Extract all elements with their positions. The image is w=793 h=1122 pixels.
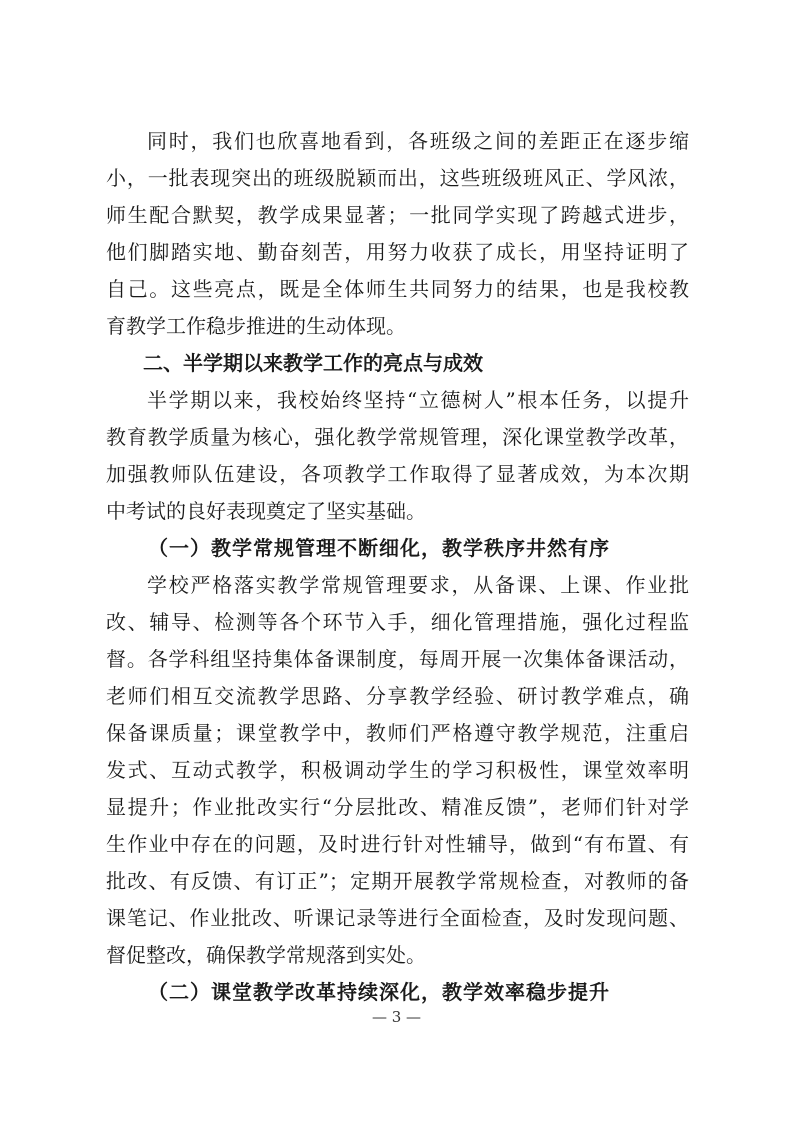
paragraph-line: 批改、有反馈、有订正”；定期开展教学常规检查，对教师的备 <box>106 869 689 893</box>
paragraph <box>106 123 689 345</box>
paragraph-line: 师生配合默契，教学成果显著；一批同学实现了跨越式进步， <box>106 203 689 227</box>
subsection-heading: （一）教学常规管理不断细化，教学秩序井然有序 <box>148 536 610 560</box>
paragraph-line: 育教学工作稳步推进的生动体现。 <box>106 314 406 338</box>
paragraph-line: 自己。这些亮点，既是全体师生共同努力的结果，也是我校教 <box>106 277 689 301</box>
paragraph <box>106 382 689 530</box>
paragraph-line: 发式、互动式教学，积极调动学生的学习积极性，课堂效率明 <box>106 758 689 782</box>
paragraph-line: 他们脚踏实地、勤奋刻苦，用努力收获了成长，用坚持证明了 <box>106 240 689 264</box>
paragraph-line: 加强教师队伍建设，各项教学工作取得了显著成效，为本次期 <box>106 462 689 486</box>
paragraph-line: 改、辅导、检测等各个环节入手，细化管理措施，强化过程监 <box>106 610 689 634</box>
paragraph-line: 督促整改，确保教学常规落到实处。 <box>106 943 426 967</box>
section-heading: 二、半学期以来教学工作的亮点与成效 <box>143 351 483 375</box>
paragraph-line: 中考试的良好表现奠定了坚实基础。 <box>106 499 426 523</box>
paragraph-line: 学校严格落实教学常规管理要求，从备课、上课、作业批 <box>147 573 689 597</box>
paragraph-line: 老师们相互交流教学思路、分享教学经验、研讨教学难点，确 <box>106 684 689 708</box>
paragraph-line: 同时，我们也欣喜地看到，各班级之间的差距正在逐步缩 <box>147 129 689 153</box>
paragraph <box>106 567 689 974</box>
paragraph-line: 生作业中存在的问题，及时进行针对性辅导，做到“有布置、有 <box>106 832 689 856</box>
paragraph-line: 督。各学科组坚持集体备课制度，每周开展一次集体备课活动， <box>106 647 689 671</box>
paragraph-line: 保备课质量；课堂教学中，教师们严格遵守教学规范，注重启 <box>106 721 689 745</box>
paragraph-line: 教育教学质量为核心，强化教学常规管理，深化课堂教学改革， <box>106 425 689 449</box>
document-body <box>106 123 689 1011</box>
paragraph-line: 半学期以来，我校始终坚持“立德树人”根本任务，以提升 <box>147 388 689 412</box>
paragraph-line: 显提升；作业批改实行“分层批改、精准反馈”，老师们针对学 <box>106 795 689 819</box>
paragraph-line: 小，一批表现突出的班级脱颖而出，这些班级班风正、学风浓， <box>106 166 689 190</box>
subsection-heading: （二）课堂教学改革持续深化，教学效率稳步提升 <box>148 980 610 1004</box>
page-number: — 3 — <box>371 1008 422 1026</box>
paragraph-line: 课笔记、作业批改、听课记录等进行全面检查，及时发现问题、 <box>106 906 689 930</box>
